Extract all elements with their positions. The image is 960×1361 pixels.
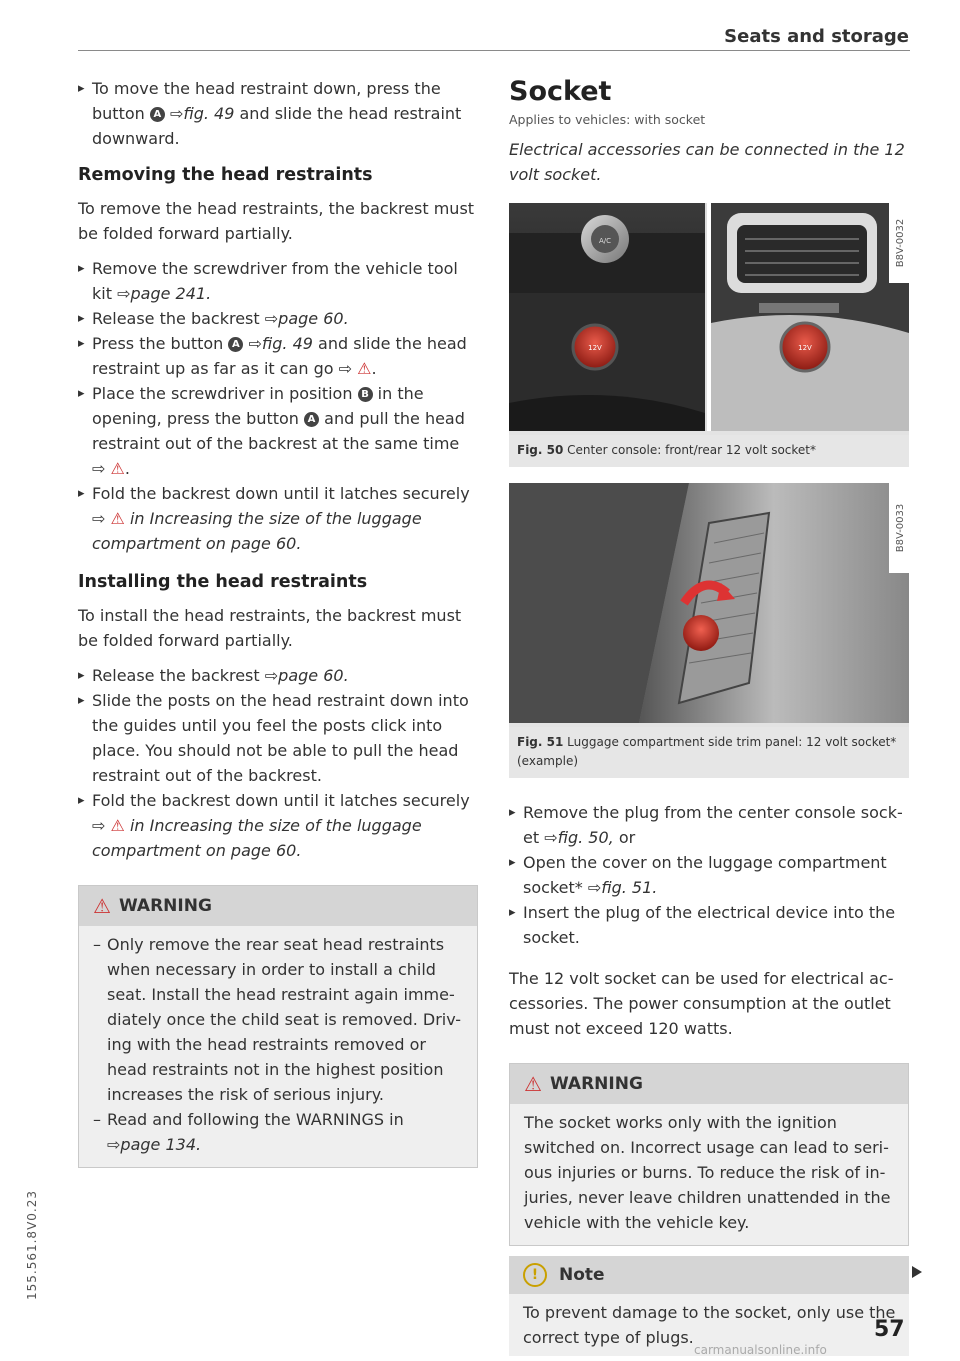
arrow-icon: ⇨ [338, 359, 353, 378]
installing-step-2: ▸ Slide the posts on the head restraint down into the guides until you feel the posts click into place. You should not be able to pull the head restraint out of the backrest. [78, 688, 478, 788]
arrow-icon: ⇨ [169, 104, 184, 123]
document-code: 155.561.8V0.23 [25, 1190, 39, 1300]
ac-label: A/C [598, 237, 612, 245]
arrow-icon: ⇨ [107, 1135, 121, 1154]
warning-triangle-icon: ⚠ [357, 359, 372, 378]
note-text: To prevent damage to the socket, only use the correct type of plugs. [509, 1294, 909, 1356]
installing-heading: Installing the head restraints [78, 572, 368, 592]
watermark: carmanualsonline.info [694, 1343, 827, 1357]
warning-body [79, 926, 477, 1167]
figure-50 [509, 203, 909, 467]
note-title: Note [559, 1265, 605, 1285]
warning-text: The socket works only with the ignition switched on. Incorrect usage can lead to seri- ous injuries or burns. To reduce the risk of in- juries, never leave children unattended in the vehicle with the vehicle key. [524, 1113, 891, 1232]
warning-triangle-icon: ⚠ [110, 459, 125, 478]
warning-triangle-icon: ⚠ [93, 894, 111, 918]
warning-body [510, 1104, 908, 1245]
fig-ref-link[interactable]: fig. 51. [601, 878, 658, 897]
center-console-image [509, 203, 909, 431]
warning-header [510, 1064, 908, 1104]
removing-step-3: ▸ Press the button A ⇨fig. 49 and slide the head restraint up as far as it can go ⇨ ⚠. [78, 331, 478, 381]
warning-triangle-icon: ⚠ [524, 1072, 542, 1096]
button-a-icon: A [228, 337, 243, 352]
warning-title: WARNING [118, 896, 212, 916]
figure-51 [509, 483, 909, 778]
header-rule [78, 50, 910, 51]
removing-step-4: ▸ Place the screwdriver in position B in the opening, press the button A and pull the head restraint out of the backrest at the same time ⇨ ⚠. [78, 381, 478, 481]
button-a-icon: A [304, 412, 319, 427]
page-ref-link[interactable]: page 241. [130, 284, 212, 303]
luggage-trim-image [509, 483, 909, 723]
fig-ref-link[interactable]: fig. 49 [261, 334, 313, 353]
arrow-icon: ⇨ [92, 459, 106, 478]
warning-box-right [509, 1063, 909, 1246]
socket-paragraph: The 12 volt socket can be used for electrical ac- cessories. The power consumption at the outlet must not exceed 120 watts. [509, 969, 894, 1038]
warning-box-left [78, 885, 478, 1168]
arrow-icon: ⇨ [544, 828, 558, 847]
removing-intro: To remove the head restraints, the backrest must be folded forward partially. [78, 199, 475, 243]
section-title: Socket [509, 76, 612, 107]
figure-50-caption: Fig. 50 Center console: front/rear 12 volt socket* [509, 435, 909, 467]
socket-label-front: 12V [588, 344, 602, 352]
button-b-icon: B [358, 387, 373, 402]
arrow-icon: ⇨ [92, 816, 106, 835]
warning-item-2: – Read and following the WARNINGS in ⇨page 134. [93, 1107, 465, 1157]
fig-ref-link[interactable]: fig. 49 [183, 104, 235, 123]
installing-step-1: ▸ Release the backrest ⇨page 60. [78, 663, 478, 688]
arrow-icon: ⇨ [587, 878, 602, 897]
warning-title: WARNING [549, 1074, 643, 1094]
right-column [509, 76, 909, 1356]
continue-arrow-icon [912, 1266, 922, 1278]
page-number: 57 [874, 1317, 905, 1342]
page-ref-link[interactable]: page 60. [278, 309, 349, 328]
warning-triangle-icon: ⚠ [110, 509, 125, 528]
note-box [509, 1256, 909, 1356]
arrow-icon: ⇨ [92, 509, 106, 528]
fig-ref-link[interactable]: fig. 50, [557, 828, 614, 847]
arrow-icon: ⇨ [264, 309, 279, 328]
lead-text: Electrical accessories can be connected in the 12 volt socket. [509, 140, 905, 184]
button-a-icon: A [150, 107, 165, 122]
figure-code: B8V-0033 [895, 503, 906, 553]
page-ref-link[interactable]: page 60. [278, 666, 349, 685]
removing-step-5: ▸ Fold the backrest down until it latches securely ⇨ ⚠ in Increasing the size of the luggage compartment on page 60. [78, 481, 478, 556]
page-ref-link[interactable]: page 134. [120, 1135, 202, 1154]
arrow-icon: ⇨ [117, 284, 131, 303]
socket-step-2: ▸ Open the cover on the luggage compartment socket* ⇨fig. 51. [509, 850, 909, 900]
socket-label-rear: 12V [798, 344, 812, 352]
section-ref-link[interactable]: in Increasing the size of the luggage compartment on page 60. [92, 509, 422, 553]
warning-header [79, 886, 477, 926]
figure-code: B8V-0032 [895, 218, 906, 268]
left-column [78, 76, 478, 1168]
removing-step-2: ▸ Release the backrest ⇨page 60. [78, 306, 478, 331]
arrow-icon: ⇨ [264, 666, 279, 685]
info-circle-icon: ! [523, 1263, 547, 1287]
installing-step-3: ▸ Fold the backrest down until it latches securely ⇨ ⚠ in Increasing the size of the luggage compartment on page 60. [78, 788, 478, 863]
applies-note: Applies to vehicles: with socket [509, 112, 706, 127]
removing-step-1: ▸ Remove the screwdriver from the vehicle tool kit ⇨page 241. [78, 256, 478, 306]
removing-heading: Removing the head restraints [78, 165, 373, 185]
arrow-icon: ⇨ [248, 334, 262, 353]
running-header: Seats and storage [724, 26, 909, 47]
section-ref-link[interactable]: in Increasing the size of the luggage compartment on page 60. [92, 816, 422, 860]
socket-step-1: ▸ Remove the plug from the center console sock- et ⇨fig. 50, or [509, 800, 909, 850]
warning-triangle-icon: ⚠ [110, 816, 125, 835]
bullet-move-down: ▸ To move the head restraint down, press the button A ⇨fig. 49 and slide the head restraint downward. [78, 76, 478, 151]
figure-51-caption: Fig. 51 Luggage compartment side trim panel: 12 volt socket* (example) [509, 727, 909, 778]
installing-intro: To install the head restraints, the backrest must be folded forward partially. [78, 606, 462, 650]
warning-item-1: – Only remove the rear seat head restraints when necessary in order to install a child seat. Install the head restraint again imme- diately once the child seat is removed. Driv- ing with the head restraints removed or head restraints not in the highest position increases the risk of serious injury. [93, 932, 465, 1107]
note-header [509, 1256, 909, 1294]
socket-step-3: ▸ Insert the plug of the electrical device into the socket. [509, 900, 909, 950]
